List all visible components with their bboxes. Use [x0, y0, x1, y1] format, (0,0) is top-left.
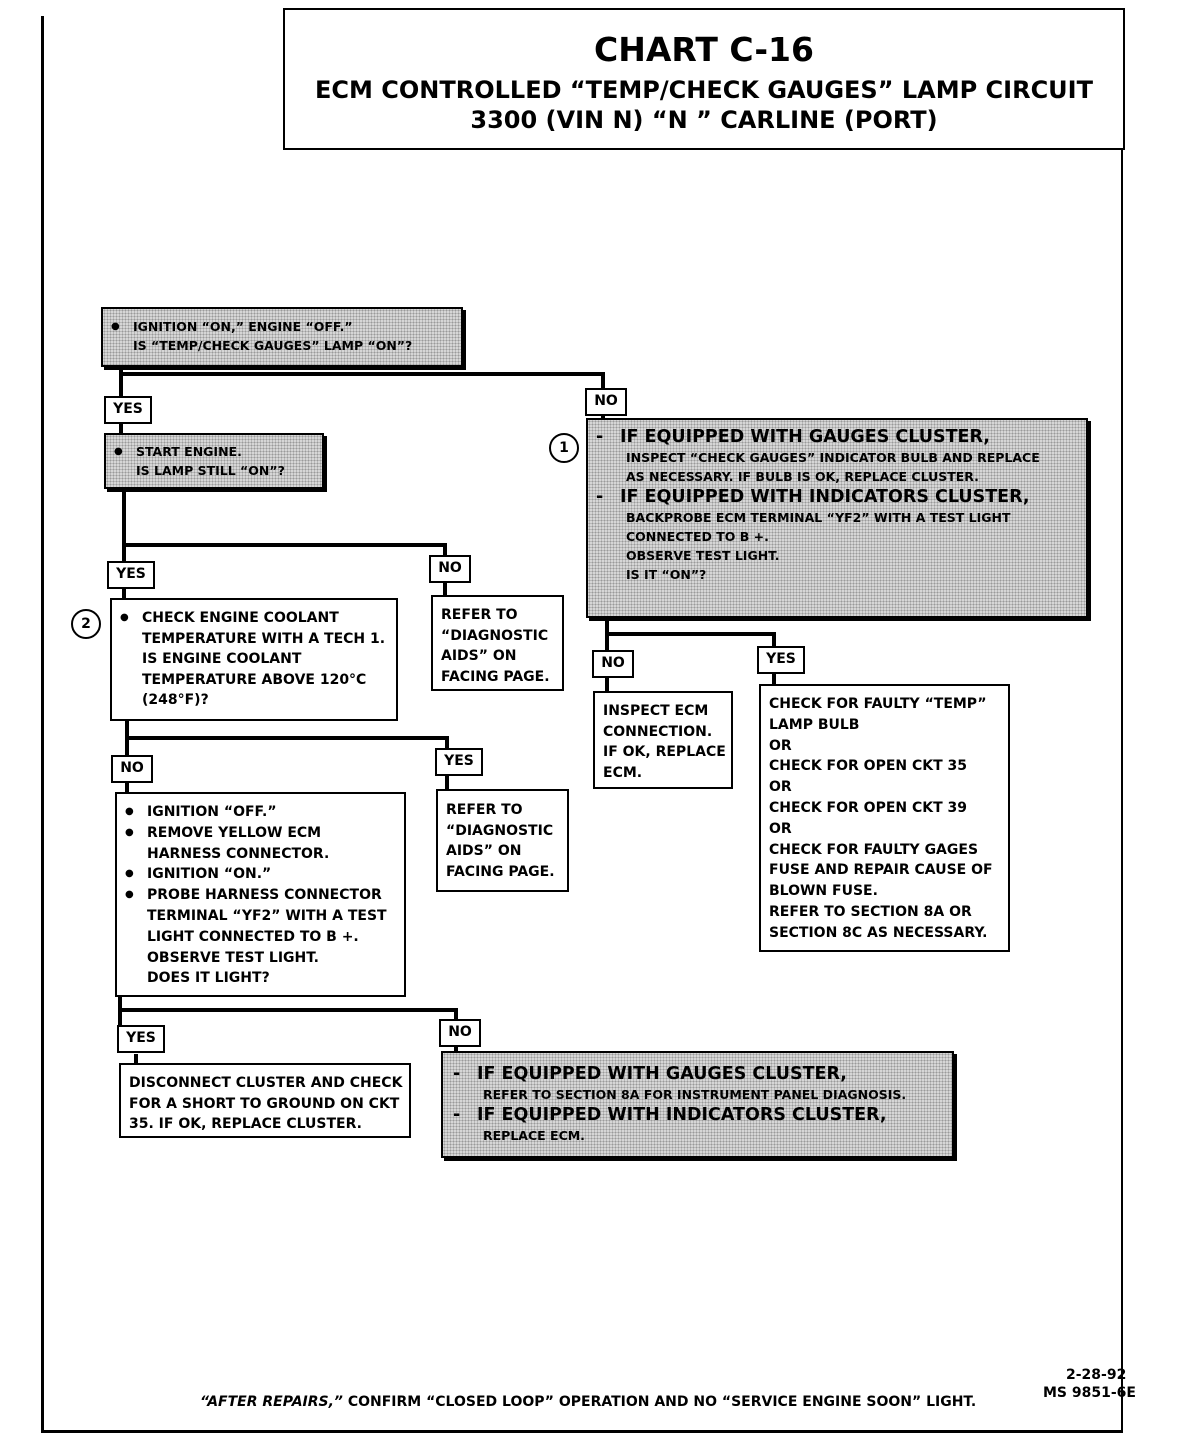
step-text: HARNESS CONNECTOR.	[147, 845, 330, 862]
step-text: IS “TEMP/CHECK GAUGES” LAMP “ON”?	[133, 338, 413, 353]
yes-label: YES	[435, 748, 483, 776]
connector	[118, 1008, 458, 1012]
step-heading: - IF EQUIPPED WITH INDICATORS CLUSTER,	[594, 486, 1080, 508]
step-marker-1: 1	[549, 433, 579, 463]
step-text: DISCONNECT CLUSTER AND CHECK	[129, 1075, 403, 1091]
step-text: ● REMOVE YELLOW ECM	[125, 823, 396, 844]
connector	[122, 488, 126, 563]
connector	[119, 372, 605, 376]
step-text: OR	[769, 820, 792, 837]
step-text: FACING PAGE.	[446, 863, 555, 880]
step-text: CONNECTION.	[603, 723, 713, 740]
chart-subtitle-engine: 3300 (VIN N) “N ” CARLINE (PORT)	[470, 106, 938, 134]
step-text: INSPECT ECM	[603, 703, 709, 719]
step-text: “DIAGNOSTIC	[446, 822, 554, 839]
equipped-cluster-step	[586, 418, 1088, 618]
yes-label: YES	[107, 561, 155, 589]
after-repairs-label: “AFTER REPAIRS,”	[200, 1394, 343, 1410]
no-label: NO	[429, 555, 471, 583]
faulty-temp-lamp-box	[759, 684, 1010, 952]
step-text: ● PROBE HARNESS CONNECTOR	[125, 885, 396, 906]
refer-diagnostic-aids-box	[436, 789, 569, 892]
step-text: ● START ENGINE.	[114, 442, 314, 461]
connector	[772, 632, 776, 646]
document-date: 2-28-92	[1066, 1367, 1127, 1383]
step-text: 35. IF OK, REPLACE CLUSTER.	[129, 1116, 362, 1132]
final-equipped-cluster-step	[441, 1051, 954, 1158]
step-text: ● CHECK ENGINE COOLANT	[120, 608, 388, 629]
step-text: “DIAGNOSTIC	[441, 627, 549, 644]
step-heading: - IF EQUIPPED WITH GAUGES CLUSTER,	[451, 1063, 944, 1085]
step-text: REFER TO	[441, 607, 518, 623]
step-text: INSPECT “CHECK GAUGES” INDICATOR BULB AND REPLACE	[626, 450, 1040, 465]
step-text: AIDS” ON	[441, 648, 517, 664]
no-label: NO	[111, 755, 153, 783]
step-text: IS LAMP STILL “ON”?	[136, 463, 285, 478]
inspect-ecm-box	[593, 691, 733, 789]
step-text: IF OK, REPLACE	[603, 744, 726, 760]
chart-subtitle: ECM CONTROLLED “TEMP/CHECK GAUGES” LAMP CIRCUIT	[315, 76, 1093, 104]
step-heading: - IF EQUIPPED WITH INDICATORS CLUSTER,	[451, 1104, 944, 1126]
step-text: FACING PAGE.	[441, 668, 550, 685]
after-repairs-note	[200, 1394, 976, 1410]
after-repairs-text: CONFIRM “CLOSED LOOP” OPERATION AND NO “SERVICE ENGINE SOON” LIGHT.	[342, 1394, 977, 1410]
step-text: DOES IT LIGHT?	[147, 970, 270, 987]
step-text: AIDS” ON	[446, 843, 522, 859]
yes-label: YES	[117, 1025, 165, 1053]
document-code: MS 9851-6E	[1043, 1385, 1136, 1401]
step-text: TERMINAL “YF2” WITH A TEST	[147, 907, 387, 924]
step-text: TEMPERATURE WITH A TECH 1.	[142, 630, 386, 647]
step-text: FOR A SHORT TO GROUND ON CKT	[129, 1095, 400, 1112]
step-text: AS NECESSARY. IF BULB IS OK, REPLACE CLUSTER.	[626, 469, 979, 484]
step-text: (248°F)?	[142, 692, 209, 708]
step-text: BLOWN FUSE.	[769, 883, 878, 900]
step-text: CHECK FOR FAULTY GAGES	[769, 841, 979, 858]
connector	[605, 632, 776, 636]
yes-label: YES	[757, 646, 805, 674]
coolant-temp-step	[110, 598, 398, 721]
step-text: CHECK FOR OPEN CKT 35	[769, 758, 968, 775]
step-text: CHECK FOR OPEN CKT 39	[769, 799, 968, 816]
step-text: BACKPROBE ECM TERMINAL “YF2” WITH A TEST LIGHT	[626, 510, 1011, 525]
connector	[605, 678, 609, 692]
connector	[443, 581, 447, 595]
connector	[122, 543, 447, 547]
step-text: ● IGNITION “ON.”	[125, 864, 396, 885]
title-block	[283, 8, 1125, 150]
connector	[445, 774, 449, 790]
step-text: LAMP BULB	[769, 716, 860, 733]
step-text: SECTION 8C AS NECESSARY.	[769, 924, 988, 941]
probe-harness-step	[115, 792, 406, 997]
step-text: OBSERVE TEST LIGHT.	[626, 548, 780, 563]
step-text: REFER TO SECTION 8A OR	[769, 903, 972, 920]
refer-diagnostic-aids-box	[431, 595, 564, 691]
step-text: CONNECTED TO B +.	[626, 529, 769, 544]
disconnect-cluster-box	[119, 1063, 411, 1138]
step-text: OR	[769, 737, 792, 754]
ignition-on-step	[101, 307, 463, 367]
step-text: CHECK FOR FAULTY “TEMP”	[769, 696, 987, 712]
yes-label: YES	[104, 396, 152, 424]
step-text: OR	[769, 779, 792, 796]
step-text: FUSE AND REPAIR CAUSE OF	[769, 862, 993, 879]
step-text: REFER TO	[446, 802, 523, 818]
step-text: ● IGNITION “ON,” ENGINE “OFF.”	[111, 317, 453, 336]
step-text: REPLACE ECM.	[483, 1128, 585, 1143]
step-marker-2: 2	[71, 609, 101, 639]
step-text: OBSERVE TEST LIGHT.	[147, 949, 319, 966]
step-text: TEMPERATURE ABOVE 120°C	[142, 671, 367, 688]
step-text: IS IT “ON”?	[626, 567, 707, 582]
chart-title: CHART C-16	[594, 30, 814, 69]
connector	[119, 366, 123, 396]
step-heading: - IF EQUIPPED WITH GAUGES CLUSTER,	[594, 426, 1080, 448]
step-text: IS ENGINE COOLANT	[142, 651, 302, 667]
no-label: NO	[585, 388, 627, 416]
step-text: LIGHT CONNECTED TO B +.	[147, 928, 359, 945]
no-label: NO	[439, 1019, 481, 1047]
connector	[125, 736, 449, 740]
step-text: ● IGNITION “OFF.”	[125, 802, 396, 823]
no-label: NO	[592, 650, 634, 678]
step-text: REFER TO SECTION 8A FOR INSTRUMENT PANEL DIAGNOSIS.	[483, 1087, 907, 1102]
start-engine-step	[104, 433, 324, 489]
step-text: ECM.	[603, 764, 643, 781]
